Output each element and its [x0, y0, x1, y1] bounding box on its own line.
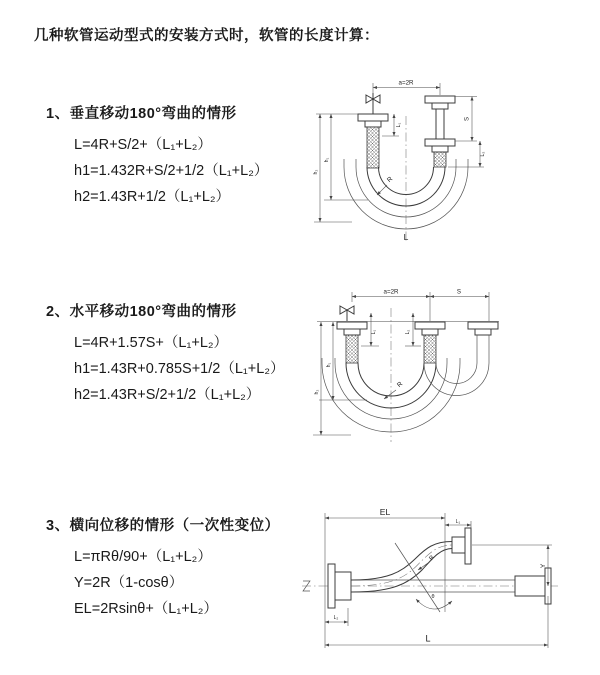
d3-left-flange [328, 564, 351, 608]
section-3-formulas [46, 544, 280, 622]
section-2-formulas [46, 330, 284, 408]
diagram-vertical-180-bend [306, 70, 516, 260]
d1-dim-s [455, 97, 477, 142]
d3-hose-curve [351, 542, 452, 593]
section-1 [46, 102, 268, 210]
section-1-heading: 1、垂直移动180°弯曲的情形 [46, 106, 237, 122]
formula: Y=2R（1-cosθ） [74, 575, 184, 591]
formula: h2=1.43R+1/2（L₁+L₂） [74, 189, 231, 205]
d3-dim-l2-label: L₂ [333, 615, 339, 621]
d3-right-flange [515, 568, 551, 604]
formula: L=4R+1.57S+（L₁+L₂） [74, 335, 229, 351]
d1-dim-heights [313, 114, 368, 222]
d2-dim-l2-label: L₂ [405, 329, 411, 335]
formula: L=πRθ/90+（L₁+L₂） [74, 549, 212, 565]
d2-valve-icon [340, 306, 354, 321]
formula: h1=1.43R+0.785S+1/2（L₁+L₂） [74, 361, 285, 377]
d3-radius-label: R [428, 554, 436, 562]
d3-dim-l-label: L [425, 633, 431, 644]
d1-dim-h2-label: h₂ [313, 169, 319, 175]
d1-length-label: L [403, 232, 409, 242]
d2-dim-h1-label: h₁ [326, 362, 332, 368]
formula: L=4R+S/2+（L₁+L₂） [74, 137, 212, 153]
d2-dim-l1-label: L₁ [371, 329, 377, 335]
d1-radius-label: R [385, 175, 395, 185]
section-2 [46, 300, 284, 408]
d2-top-dimensions [352, 289, 489, 322]
section-1-formulas [46, 132, 268, 210]
d1-valve-icon [366, 93, 380, 114]
d3-upper-flange [452, 528, 471, 564]
d2-middle-pipe [415, 322, 445, 363]
d2-right-pipe [468, 322, 498, 360]
d2-dim-s-label: S [456, 288, 462, 296]
section-3-heading: 3、横向位移的情形（一次性变位） [46, 518, 280, 534]
d2-left-pipe [337, 322, 367, 363]
d3-radius-callout [418, 554, 436, 570]
d3-dim-y-label: Y [540, 563, 547, 569]
d3-dim-l [325, 596, 548, 648]
d1-left-pipe [358, 114, 388, 168]
d2-dim-h2-label: h₂ [314, 389, 320, 395]
formula: h1=1.432R+S/2+1/2（L₁+L₂） [74, 163, 269, 179]
d1-top-dimension [373, 80, 440, 96]
d1-dim-h1-label: h₁ [324, 157, 330, 163]
d2-radius-label: R [395, 380, 405, 390]
d1-dim-l1-label: L₁ [396, 122, 402, 128]
d2-dim-heights [313, 322, 367, 435]
formula: EL=2Rsinθ+（L₁+L₂） [74, 601, 218, 617]
d1-right-pipe [425, 96, 455, 167]
page-title: 几种软管运动型式的安装方式时，软管的长度计算： [34, 28, 379, 44]
d3-angle-construction [395, 543, 452, 612]
section-2-heading: 2、水平移动180°弯曲的情形 [46, 304, 237, 320]
diagram-lateral-displacement [300, 500, 570, 660]
diagram-horizontal-180-bend [303, 280, 523, 468]
d1-dim-l2-label: L₂ [480, 151, 486, 157]
d3-dim-l2 [325, 608, 348, 626]
d3-dim-l1-label: L₁ [455, 519, 461, 525]
d3-angle-theta-label: θ [431, 594, 435, 600]
d1-dim-a-label: a=2R [398, 79, 414, 87]
d2-dim-a-label: a=2R [383, 288, 399, 296]
d1-dim-s-label: S [464, 116, 471, 122]
d3-dim-el-label: EL [379, 507, 391, 517]
formula: h2=1.43R+S/2+1/2（L₁+L₂） [74, 387, 261, 403]
section-3 [46, 514, 280, 622]
